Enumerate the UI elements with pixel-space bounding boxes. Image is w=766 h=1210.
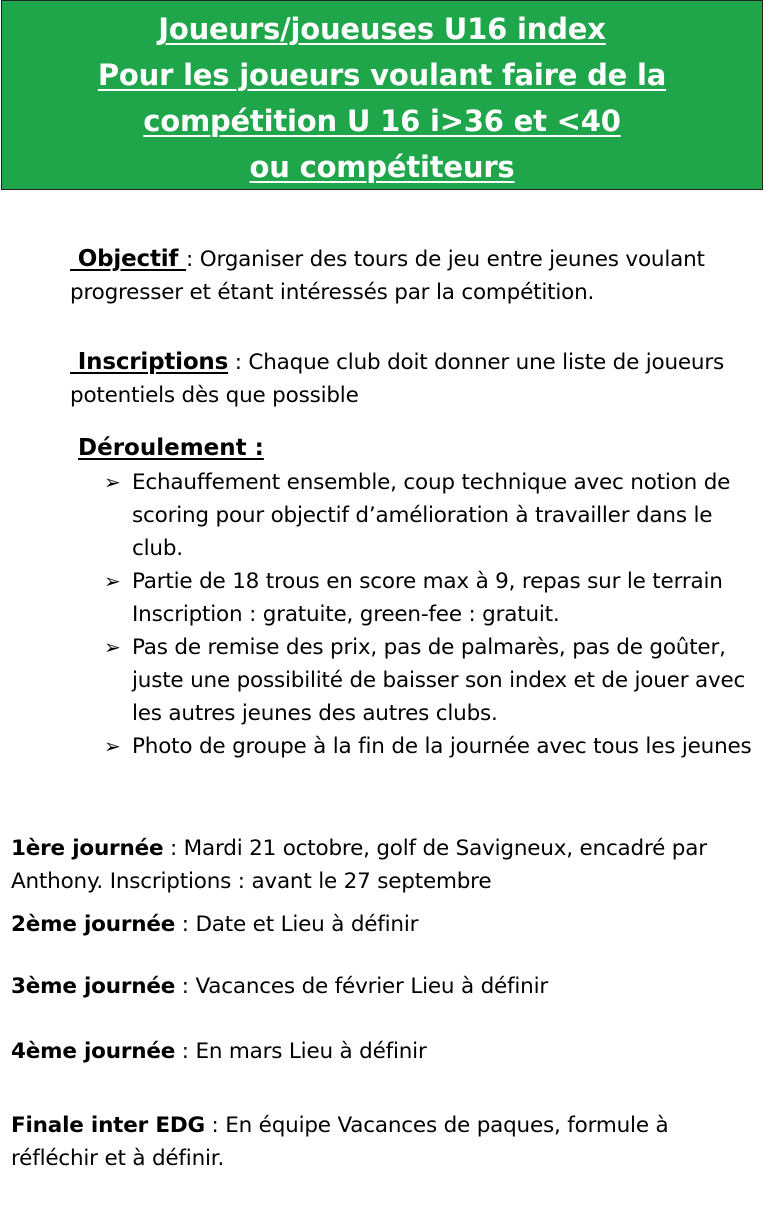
banner-line-4: ou compétiteurs <box>249 150 515 184</box>
arrow-bullet-icon: ➢ <box>104 734 121 758</box>
arrow-bullet-icon: ➢ <box>104 470 121 494</box>
list-item-text: Partie de 18 trous en score max à 9, repas sur le terrain Inscription : gratuite, green-fee : gratuit. <box>132 569 723 627</box>
banner-line-3: compétition U 16 i>36 et <40 <box>143 104 621 138</box>
journee-1-text: : Mardi 21 octobre, golf de Savigneux, encadré par Anthony. Inscriptions : avant le 27 septembre <box>11 836 707 894</box>
list-item-text: Pas de remise des prix, pas de palmarès, pas de goûter, juste une possibilité de baisser son index et de jouer avec les autres jeunes des autres clubs. <box>132 635 746 726</box>
finale-label: Finale inter EDG <box>11 1113 205 1138</box>
title-banner <box>1 0 763 190</box>
journee-4-text: : En mars Lieu à définir <box>175 1039 427 1064</box>
finale <box>11 1109 756 1175</box>
list-item <box>104 631 764 730</box>
inscriptions-paragraph <box>70 346 750 412</box>
journee-2-label: 2ème journée <box>11 912 176 937</box>
banner-line-1: Joueurs/joueuses U16 index <box>158 12 606 46</box>
journee-3-text: : Vacances de février Lieu à définir <box>175 974 549 999</box>
deroulement-title: Déroulement : <box>78 435 264 461</box>
list-item <box>104 565 764 631</box>
objectif-paragraph <box>70 243 750 309</box>
banner-line-2: Pour les joueurs voulant faire de la <box>97 58 667 92</box>
list-item <box>104 466 764 565</box>
journee-2-text: : Date et Lieu à définir <box>175 912 419 937</box>
list-item-text: Photo de groupe à la fin de la journée avec tous les jeunes <box>132 734 752 759</box>
arrow-bullet-icon: ➢ <box>104 635 121 659</box>
journee-3 <box>11 970 756 1003</box>
arrow-bullet-icon: ➢ <box>104 569 121 593</box>
journee-3-label: 3ème journée <box>11 974 176 999</box>
deroulement-list <box>104 466 764 763</box>
journee-1 <box>11 832 756 898</box>
journee-1-label: 1ère journée <box>11 836 164 861</box>
journee-4 <box>11 1035 756 1068</box>
objectif-label: Objectif <box>70 246 187 272</box>
inscriptions-text: : Chaque club doit donner une liste de joueurs potentiels dès que possible <box>70 350 724 408</box>
inscriptions-label: Inscriptions <box>70 349 229 375</box>
list-item <box>104 730 764 763</box>
finale-text: : En équipe Vacances de paques, formule à réfléchir et à définir. <box>11 1113 669 1171</box>
objectif-text: : Organiser des tours de jeu entre jeunes voulant progresser et étant intéressés par la compétition. <box>70 247 705 305</box>
list-item-text: Echauffement ensemble, coup technique avec notion de scoring pour objectif d’amélioration à travailler dans le club. <box>132 470 731 561</box>
journee-2 <box>11 908 756 941</box>
journee-4-label: 4ème journée <box>11 1039 176 1064</box>
